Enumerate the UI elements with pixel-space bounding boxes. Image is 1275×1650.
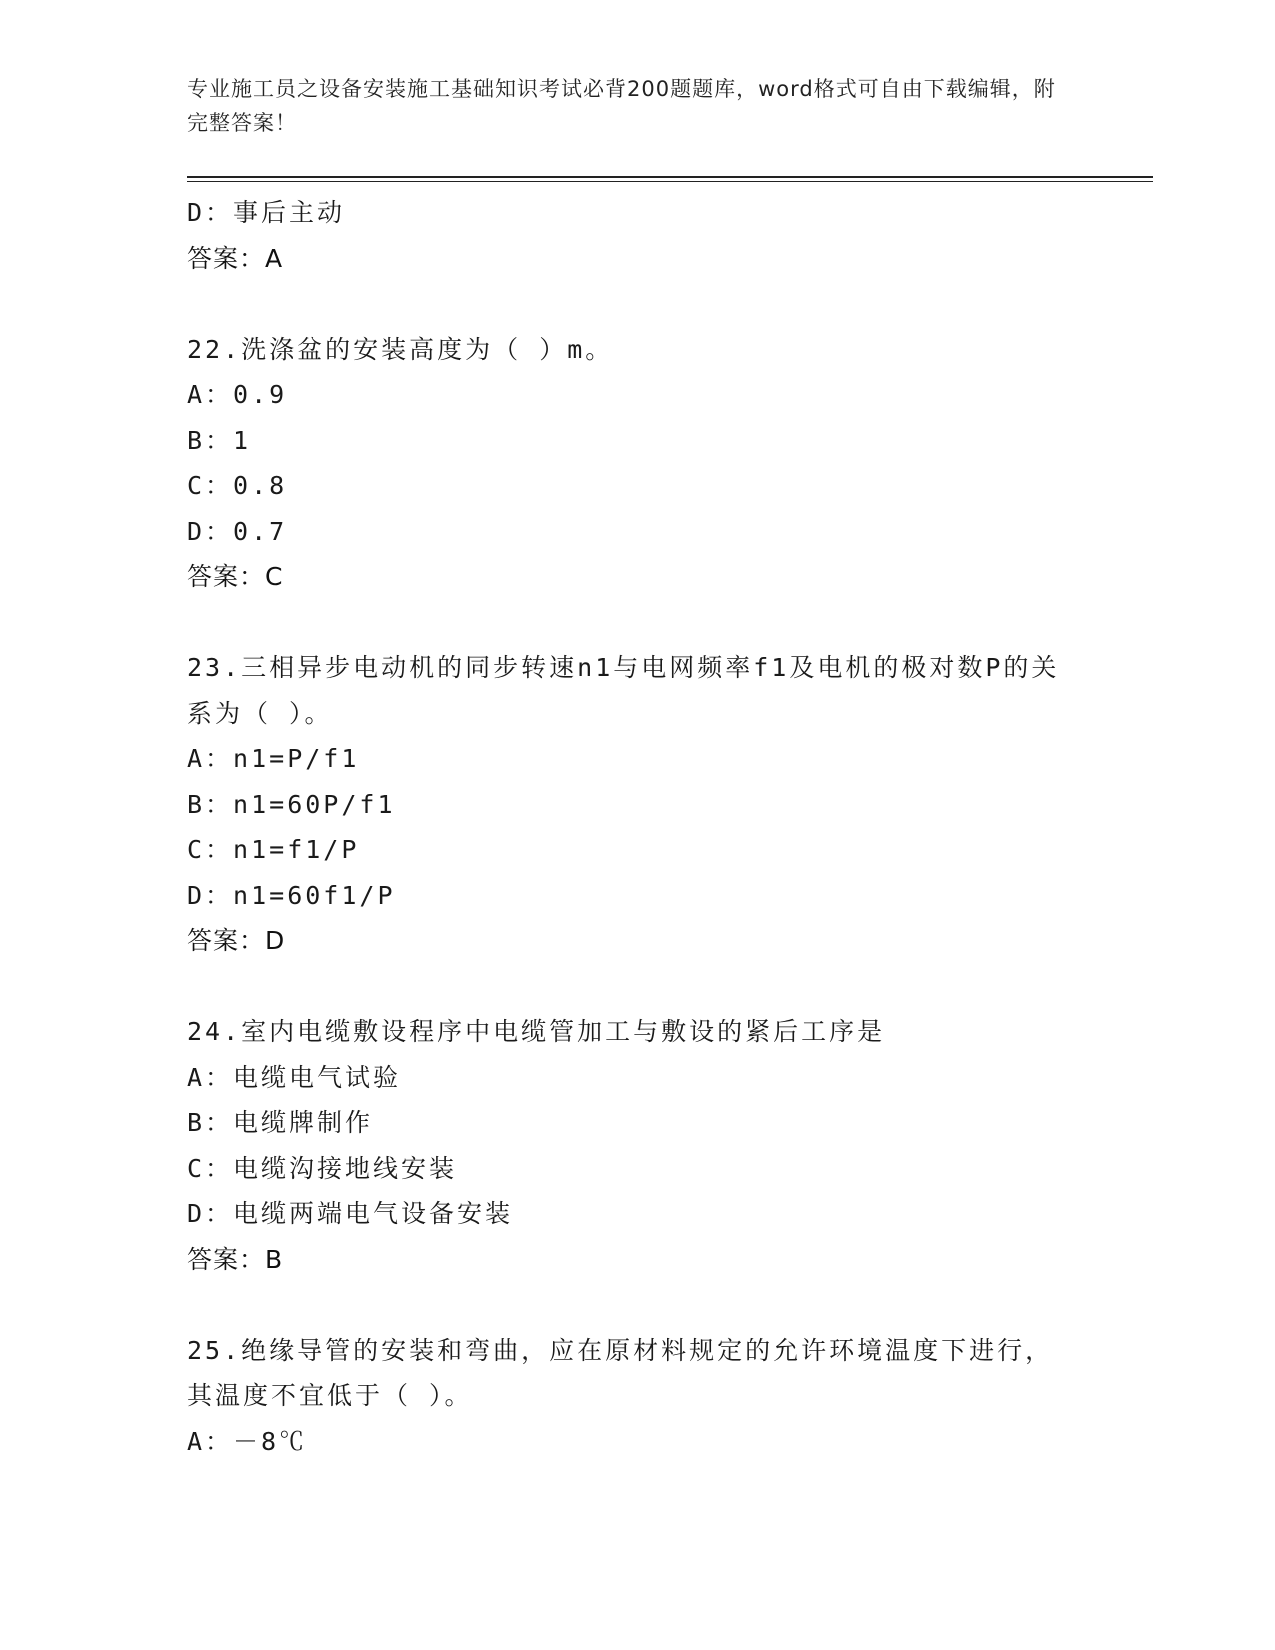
header-rule-thin — [187, 181, 1153, 182]
option-d: D：n1=60f1/P — [187, 880, 396, 910]
question-stem: 24.室内电缆敷设程序中电缆管加工与敷设的紧后工序是 — [187, 1017, 886, 1046]
option-a: A：n1=P/f1 — [187, 744, 360, 773]
option-b: B：n1=60P/f1 — [187, 789, 396, 819]
option-d: D：事后主动 — [187, 198, 346, 227]
answer-line: 答案：D — [187, 926, 286, 955]
option-b: B：电缆牌制作 — [187, 1108, 374, 1137]
question-stem: 25.绝缘导管的安装和弯曲，应在原材料规定的允许环境温度下进行，其温度不宜低于（ ）。 — [187, 1335, 1054, 1410]
answer-line: 答案：C — [187, 562, 284, 591]
document-header: 专业施工员之设备安装施工基础知识考试必背200题题库，word格式可自由下载编辑，附完整答案！ — [187, 77, 1056, 135]
option-c: C：0.8 — [187, 471, 288, 500]
option-b: B：1 — [187, 425, 252, 455]
option-d: D：0.7 — [187, 516, 288, 546]
document-body — [187, 190, 1087, 1464]
answer-line: 答案：A — [187, 243, 284, 273]
question-stem: 22.洗涤盆的安装高度为（ ）m。 — [187, 334, 614, 364]
option-c: C：电缆沟接地线安装 — [187, 1153, 458, 1183]
question-stem: 23.三相异步电动机的同步转速n1与电网频率f1及电机的极对数P的关系为（ ）。 — [187, 653, 1060, 728]
option-c: C：n1=f1/P — [187, 835, 360, 864]
option-a: A：电缆电气试验 — [187, 1062, 402, 1092]
header-rule — [187, 176, 1153, 178]
answer-line: 答案：B — [187, 1244, 284, 1274]
option-a: A：0.9 — [187, 380, 288, 409]
option-d: D：电缆两端电气设备安装 — [187, 1199, 514, 1228]
option-a: A：－8℃ — [187, 1426, 308, 1456]
